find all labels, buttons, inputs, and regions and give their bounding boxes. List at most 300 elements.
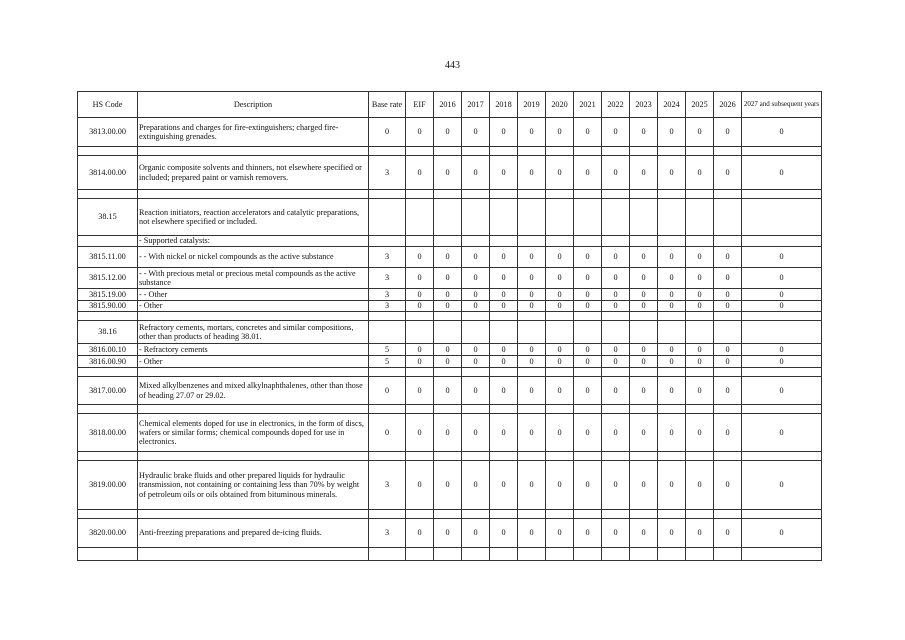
year-rate-cell <box>686 199 714 236</box>
year-rate-cell: 0 <box>574 461 602 510</box>
year-rate-cell: 0 <box>546 156 574 190</box>
year-rate-cell: 0 <box>490 301 518 312</box>
table-row <box>78 321 822 344</box>
year-rate-cell: 0 <box>686 301 714 312</box>
spacer-row <box>78 452 822 461</box>
empty-cell <box>138 548 369 561</box>
description-cell: Chemical elements doped for use in electronics, in the form of discs, wafers or similar forms; chemical compounds doped for use in electronics. <box>138 414 369 452</box>
year-rate-cell: 0 <box>490 461 518 510</box>
hs-code-cell: 3813.00.00 <box>78 118 138 147</box>
eif-rate-cell: 0 <box>406 118 434 147</box>
year-rate-cell: 0 <box>686 156 714 190</box>
table-row <box>78 156 822 190</box>
year-rate-cell: 0 <box>490 156 518 190</box>
year-rate-cell: 0 <box>490 118 518 147</box>
hs-code-cell: 3817.00.00 <box>78 377 138 405</box>
year-rate-cell: 0 <box>686 461 714 510</box>
year-rate-cell <box>574 321 602 344</box>
subsequent-rate-cell: 0 <box>742 356 822 368</box>
empty-cell <box>658 190 686 199</box>
year-rate-cell <box>490 321 518 344</box>
table-row <box>78 356 822 368</box>
empty-cell <box>630 548 658 561</box>
year-rate-cell <box>686 236 714 247</box>
empty-cell <box>434 190 462 199</box>
base-rate-cell: 5 <box>369 356 406 368</box>
empty-cell <box>490 405 518 414</box>
year-rate-cell: 0 <box>714 156 742 190</box>
empty-cell <box>369 548 406 561</box>
year-rate-cell <box>574 236 602 247</box>
empty-cell <box>742 510 822 519</box>
year-rate-cell: 0 <box>714 519 742 548</box>
year-rate-cell: 0 <box>518 519 546 548</box>
year-rate-cell: 0 <box>434 289 462 301</box>
subsequent-rate-cell <box>742 236 822 247</box>
year-rate-cell: 0 <box>434 268 462 289</box>
subsequent-rate-cell: 0 <box>742 289 822 301</box>
empty-cell <box>406 147 434 156</box>
header-year: 2025 <box>686 92 714 118</box>
year-rate-cell: 0 <box>490 344 518 356</box>
empty-cell <box>742 452 822 461</box>
header-hs-code: HS Code <box>78 92 138 118</box>
base-rate-cell: 5 <box>369 344 406 356</box>
base-rate-cell: 3 <box>369 461 406 510</box>
hs-code-cell: 3816.00.90 <box>78 356 138 368</box>
year-rate-cell: 0 <box>602 156 630 190</box>
eif-rate-cell: 0 <box>406 268 434 289</box>
empty-cell <box>658 452 686 461</box>
spacer-row <box>78 312 822 321</box>
empty-cell <box>78 510 138 519</box>
hs-code-cell: 3816.00.10 <box>78 344 138 356</box>
empty-cell <box>574 452 602 461</box>
year-rate-cell: 0 <box>602 377 630 405</box>
empty-cell <box>406 405 434 414</box>
empty-cell <box>434 405 462 414</box>
empty-cell <box>630 190 658 199</box>
empty-cell <box>714 190 742 199</box>
year-rate-cell: 0 <box>630 118 658 147</box>
empty-cell <box>406 510 434 519</box>
subsequent-rate-cell: 0 <box>742 301 822 312</box>
header-row <box>78 92 822 118</box>
year-rate-cell: 0 <box>490 414 518 452</box>
year-rate-cell: 0 <box>462 301 490 312</box>
empty-cell <box>369 368 406 377</box>
empty-cell <box>602 405 630 414</box>
description-cell: - Supported catalysts: <box>138 236 369 247</box>
eif-rate-cell: 0 <box>406 301 434 312</box>
empty-cell <box>574 405 602 414</box>
empty-cell <box>462 452 490 461</box>
year-rate-cell: 0 <box>574 377 602 405</box>
hs-code-cell <box>78 236 138 247</box>
year-rate-cell: 0 <box>574 344 602 356</box>
empty-cell <box>434 312 462 321</box>
table-row <box>78 247 822 268</box>
eif-rate-cell: 0 <box>406 414 434 452</box>
header-year: 2018 <box>490 92 518 118</box>
year-rate-cell: 0 <box>714 377 742 405</box>
year-rate-cell: 0 <box>462 356 490 368</box>
year-rate-cell: 0 <box>574 519 602 548</box>
description-cell: - - With nickel or nickel compounds as the active substance <box>138 247 369 268</box>
year-rate-cell: 0 <box>490 519 518 548</box>
year-rate-cell <box>434 199 462 236</box>
year-rate-cell: 0 <box>658 414 686 452</box>
empty-cell <box>658 312 686 321</box>
year-rate-cell: 0 <box>462 414 490 452</box>
year-rate-cell <box>518 321 546 344</box>
empty-cell <box>462 147 490 156</box>
year-rate-cell: 0 <box>434 247 462 268</box>
empty-cell <box>462 405 490 414</box>
year-rate-cell: 0 <box>630 247 658 268</box>
subsequent-rate-cell: 0 <box>742 268 822 289</box>
subsequent-rate-cell <box>742 321 822 344</box>
year-rate-cell: 0 <box>574 414 602 452</box>
year-rate-cell: 0 <box>602 301 630 312</box>
empty-cell <box>406 190 434 199</box>
year-rate-cell: 0 <box>518 414 546 452</box>
empty-cell <box>78 147 138 156</box>
year-rate-cell: 0 <box>546 461 574 510</box>
year-rate-cell: 0 <box>546 301 574 312</box>
header-year: 2020 <box>546 92 574 118</box>
year-rate-cell: 0 <box>518 461 546 510</box>
base-rate-cell: 3 <box>369 247 406 268</box>
empty-cell <box>546 312 574 321</box>
year-rate-cell: 0 <box>462 289 490 301</box>
year-rate-cell: 0 <box>658 156 686 190</box>
empty-cell <box>138 452 369 461</box>
empty-cell <box>546 405 574 414</box>
year-rate-cell: 0 <box>602 118 630 147</box>
year-rate-cell: 0 <box>574 268 602 289</box>
empty-cell <box>518 190 546 199</box>
year-rate-cell: 0 <box>714 118 742 147</box>
description-cell: Mixed alkylbenzenes and mixed alkylnaphthalenes, other than those of heading 27.07 or 29.02. <box>138 377 369 405</box>
year-rate-cell <box>630 321 658 344</box>
table-row <box>78 301 822 312</box>
year-rate-cell <box>686 321 714 344</box>
year-rate-cell: 0 <box>686 356 714 368</box>
header-year: 2017 <box>462 92 490 118</box>
year-rate-cell <box>714 199 742 236</box>
year-rate-cell: 0 <box>602 356 630 368</box>
empty-cell <box>658 147 686 156</box>
empty-cell <box>518 510 546 519</box>
table-row <box>78 344 822 356</box>
year-rate-cell: 0 <box>546 344 574 356</box>
year-rate-cell <box>630 199 658 236</box>
year-rate-cell: 0 <box>462 268 490 289</box>
empty-cell <box>742 368 822 377</box>
base-rate-cell <box>369 236 406 247</box>
year-rate-cell: 0 <box>714 461 742 510</box>
year-rate-cell: 0 <box>574 356 602 368</box>
table-row <box>78 377 822 405</box>
year-rate-cell: 0 <box>658 519 686 548</box>
empty-cell <box>434 147 462 156</box>
empty-cell <box>462 368 490 377</box>
eif-rate-cell <box>406 199 434 236</box>
table-row <box>78 414 822 452</box>
year-rate-cell: 0 <box>658 289 686 301</box>
year-rate-cell: 0 <box>630 356 658 368</box>
year-rate-cell: 0 <box>602 519 630 548</box>
year-rate-cell: 0 <box>686 268 714 289</box>
empty-cell <box>630 147 658 156</box>
year-rate-cell: 0 <box>462 519 490 548</box>
empty-cell <box>518 312 546 321</box>
empty-cell <box>602 312 630 321</box>
year-rate-cell: 0 <box>462 247 490 268</box>
year-rate-cell <box>658 236 686 247</box>
eif-rate-cell <box>406 236 434 247</box>
year-rate-cell <box>518 199 546 236</box>
hs-code-cell: 3815.19.00 <box>78 289 138 301</box>
year-rate-cell: 0 <box>658 377 686 405</box>
year-rate-cell: 0 <box>546 377 574 405</box>
header-base-rate: Base rate <box>369 92 406 118</box>
year-rate-cell <box>602 199 630 236</box>
year-rate-cell: 0 <box>686 289 714 301</box>
year-rate-cell: 0 <box>490 356 518 368</box>
year-rate-cell <box>658 321 686 344</box>
description-cell: - Other <box>138 356 369 368</box>
description-cell: Organic composite solvents and thinners, not elsewhere specified or included; prepared paint or varnish removers. <box>138 156 369 190</box>
hs-code-cell: 3818.00.00 <box>78 414 138 452</box>
empty-cell <box>714 405 742 414</box>
spacer-row <box>78 510 822 519</box>
subsequent-rate-cell: 0 <box>742 247 822 268</box>
tariff-table <box>77 91 822 561</box>
year-rate-cell: 0 <box>434 344 462 356</box>
empty-cell <box>138 147 369 156</box>
year-rate-cell <box>546 321 574 344</box>
empty-cell <box>138 405 369 414</box>
empty-cell <box>434 548 462 561</box>
empty-cell <box>78 368 138 377</box>
year-rate-cell: 0 <box>518 344 546 356</box>
empty-cell <box>462 510 490 519</box>
empty-cell <box>434 452 462 461</box>
year-rate-cell <box>434 321 462 344</box>
year-rate-cell: 0 <box>434 356 462 368</box>
year-rate-cell: 0 <box>434 156 462 190</box>
header-year: 2022 <box>602 92 630 118</box>
year-rate-cell: 0 <box>686 344 714 356</box>
empty-cell <box>658 510 686 519</box>
empty-cell <box>714 548 742 561</box>
year-rate-cell: 0 <box>518 301 546 312</box>
year-rate-cell: 0 <box>714 247 742 268</box>
year-rate-cell: 0 <box>658 344 686 356</box>
year-rate-cell: 0 <box>518 156 546 190</box>
year-rate-cell: 0 <box>630 289 658 301</box>
empty-cell <box>518 368 546 377</box>
year-rate-cell: 0 <box>518 377 546 405</box>
empty-cell <box>546 147 574 156</box>
year-rate-cell: 0 <box>630 344 658 356</box>
year-rate-cell: 0 <box>434 519 462 548</box>
hs-code-cell: 3815.11.00 <box>78 247 138 268</box>
empty-cell <box>630 368 658 377</box>
description-cell: Reaction initiators, reaction accelerators and catalytic preparations, not elsewhere specified or included. <box>138 199 369 236</box>
year-rate-cell: 0 <box>602 344 630 356</box>
empty-cell <box>546 368 574 377</box>
empty-cell <box>630 312 658 321</box>
empty-cell <box>518 548 546 561</box>
empty-cell <box>714 510 742 519</box>
year-rate-cell <box>546 199 574 236</box>
empty-cell <box>78 190 138 199</box>
hs-code-cell: 3820.00.00 <box>78 519 138 548</box>
spacer-row <box>78 548 822 561</box>
eif-rate-cell: 0 <box>406 156 434 190</box>
base-rate-cell: 0 <box>369 118 406 147</box>
year-rate-cell: 0 <box>490 247 518 268</box>
empty-cell <box>369 405 406 414</box>
empty-cell <box>490 312 518 321</box>
year-rate-cell: 0 <box>630 268 658 289</box>
empty-cell <box>490 190 518 199</box>
year-rate-cell: 0 <box>462 156 490 190</box>
table-row <box>78 236 822 247</box>
empty-cell <box>490 548 518 561</box>
year-rate-cell <box>462 321 490 344</box>
year-rate-cell: 0 <box>630 377 658 405</box>
empty-cell <box>574 190 602 199</box>
year-rate-cell: 0 <box>714 356 742 368</box>
year-rate-cell: 0 <box>686 247 714 268</box>
year-rate-cell: 0 <box>658 247 686 268</box>
year-rate-cell <box>490 199 518 236</box>
empty-cell <box>714 368 742 377</box>
empty-cell <box>686 548 714 561</box>
hs-code-cell: 3819.00.00 <box>78 461 138 510</box>
year-rate-cell: 0 <box>546 118 574 147</box>
empty-cell <box>574 312 602 321</box>
empty-cell <box>742 312 822 321</box>
empty-cell <box>714 452 742 461</box>
empty-cell <box>369 452 406 461</box>
base-rate-cell: 3 <box>369 156 406 190</box>
year-rate-cell: 0 <box>574 301 602 312</box>
year-rate-cell: 0 <box>546 247 574 268</box>
year-rate-cell: 0 <box>686 414 714 452</box>
subsequent-rate-cell: 0 <box>742 156 822 190</box>
year-rate-cell: 0 <box>658 461 686 510</box>
year-rate-cell: 0 <box>686 118 714 147</box>
subsequent-rate-cell: 0 <box>742 118 822 147</box>
year-rate-cell: 0 <box>686 519 714 548</box>
table-body <box>78 118 822 561</box>
table-row <box>78 118 822 147</box>
table-row <box>78 199 822 236</box>
description-cell: - - With precious metal or precious metal compounds as the active substance <box>138 268 369 289</box>
hs-code-cell: 3815.12.00 <box>78 268 138 289</box>
empty-cell <box>742 147 822 156</box>
empty-cell <box>686 312 714 321</box>
empty-cell <box>138 368 369 377</box>
year-rate-cell: 0 <box>546 289 574 301</box>
empty-cell <box>546 510 574 519</box>
base-rate-cell: 3 <box>369 301 406 312</box>
table-row <box>78 268 822 289</box>
year-rate-cell: 0 <box>518 247 546 268</box>
description-cell: - Other <box>138 301 369 312</box>
empty-cell <box>630 405 658 414</box>
description-cell: Hydraulic brake fluids and other prepared liquids for hydraulic transmission, not containing or containing less than 70% by weight of petroleum oils or oils obtained from bituminous minerals. <box>138 461 369 510</box>
subsequent-rate-cell: 0 <box>742 519 822 548</box>
empty-cell <box>434 510 462 519</box>
year-rate-cell: 0 <box>490 268 518 289</box>
eif-rate-cell: 0 <box>406 344 434 356</box>
empty-cell <box>630 510 658 519</box>
empty-cell <box>138 510 369 519</box>
year-rate-cell: 0 <box>714 414 742 452</box>
empty-cell <box>714 312 742 321</box>
empty-cell <box>369 190 406 199</box>
year-rate-cell <box>574 199 602 236</box>
empty-cell <box>686 405 714 414</box>
empty-cell <box>138 312 369 321</box>
spacer-row <box>78 147 822 156</box>
description-cell: Anti-freezing preparations and prepared de-icing fluids. <box>138 519 369 548</box>
year-rate-cell: 0 <box>714 289 742 301</box>
year-rate-cell: 0 <box>602 247 630 268</box>
year-rate-cell: 0 <box>574 289 602 301</box>
year-rate-cell: 0 <box>434 118 462 147</box>
empty-cell <box>658 368 686 377</box>
year-rate-cell: 0 <box>490 289 518 301</box>
empty-cell <box>686 147 714 156</box>
empty-cell <box>462 190 490 199</box>
eif-rate-cell <box>406 321 434 344</box>
year-rate-cell: 0 <box>434 377 462 405</box>
empty-cell <box>369 147 406 156</box>
year-rate-cell <box>630 236 658 247</box>
hs-code-cell: 3815.90.00 <box>78 301 138 312</box>
table-row <box>78 289 822 301</box>
empty-cell <box>686 452 714 461</box>
header-year: 2021 <box>574 92 602 118</box>
year-rate-cell: 0 <box>462 344 490 356</box>
year-rate-cell: 0 <box>714 301 742 312</box>
year-rate-cell <box>490 236 518 247</box>
year-rate-cell: 0 <box>434 461 462 510</box>
empty-cell <box>406 452 434 461</box>
description-cell: - Refractory cements <box>138 344 369 356</box>
empty-cell <box>686 368 714 377</box>
year-rate-cell: 0 <box>658 356 686 368</box>
empty-cell <box>369 312 406 321</box>
year-rate-cell <box>658 199 686 236</box>
year-rate-cell: 0 <box>546 356 574 368</box>
year-rate-cell: 0 <box>686 377 714 405</box>
empty-cell <box>78 312 138 321</box>
year-rate-cell: 0 <box>714 344 742 356</box>
year-rate-cell: 0 <box>546 414 574 452</box>
spacer-row <box>78 368 822 377</box>
year-rate-cell: 0 <box>714 268 742 289</box>
year-rate-cell: 0 <box>518 118 546 147</box>
empty-cell <box>742 190 822 199</box>
